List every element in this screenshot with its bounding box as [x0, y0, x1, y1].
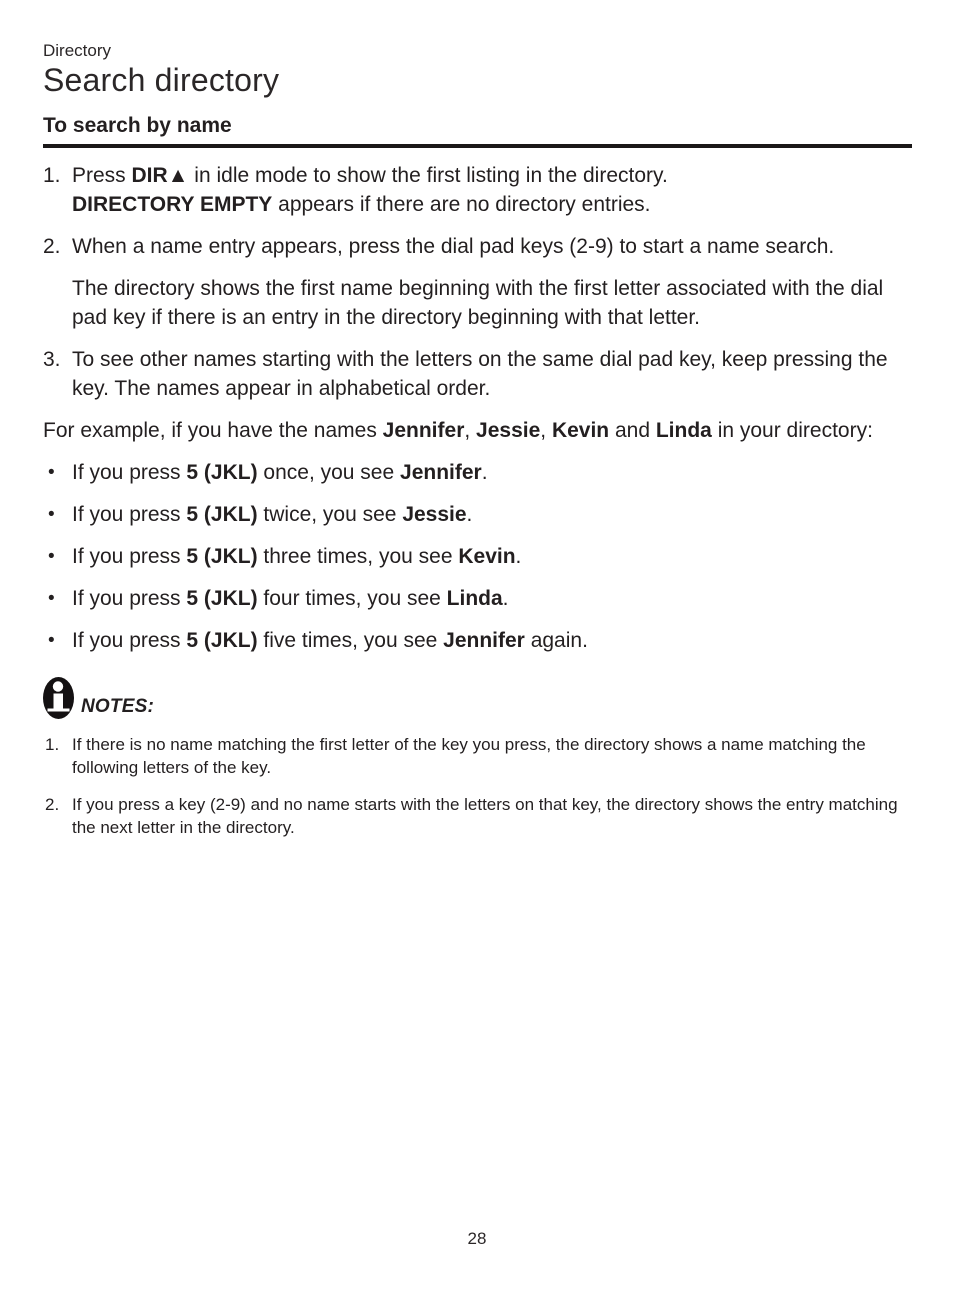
- bullet-dot: •: [48, 630, 55, 651]
- breadcrumb: Directory: [43, 41, 112, 60]
- bullet-item: [43, 542, 912, 571]
- notes-header: [43, 677, 912, 719]
- step-marker: 2.: [43, 235, 61, 258]
- step-item: [43, 232, 912, 332]
- notes-label: NOTES:: [81, 696, 154, 717]
- note-marker: 2.: [45, 795, 60, 814]
- step-marker: 3.: [43, 348, 61, 371]
- note-text: If there is no name matching the first letter of the key you press, the directory shows a name matching the following letters of the key.: [72, 735, 866, 777]
- section-heading: To search by name: [43, 113, 912, 148]
- bullet-dot: •: [48, 504, 55, 525]
- bullet-text: If you press 5 (JKL) once, you see Jennifer.: [72, 461, 488, 484]
- bullet-dot: •: [48, 462, 55, 483]
- note-marker: 1.: [45, 735, 60, 754]
- bullet-text: If you press 5 (JKL) twice, you see Jessie.: [72, 503, 473, 526]
- page-title: Search directory: [43, 62, 280, 98]
- step-body: [72, 161, 912, 219]
- note-item: [43, 793, 912, 839]
- step-paragraph: The directory shows the first name beginning with the first letter associated with the dial pad key if there is an entry in the directory beginning with that letter.: [72, 277, 884, 329]
- steps-list: [43, 161, 912, 403]
- note-text: If you press a key (2-9) and no name starts with the letters on that key, the directory shows the entry matching the next letter in the directory.: [72, 795, 898, 837]
- bullet-text: If you press 5 (JKL) three times, you see Kevin.: [72, 545, 522, 568]
- bullet-dot: •: [48, 546, 55, 567]
- page-content: [43, 40, 912, 839]
- step-item: [43, 345, 912, 403]
- step-paragraph: Press DIR▲ in idle mode to show the first listing in the directory.: [72, 164, 668, 187]
- bullet-item: [43, 626, 912, 655]
- bullet-text: If you press 5 (JKL) five times, you see Jennifer again.: [72, 629, 588, 652]
- info-icon: [43, 677, 74, 719]
- step-marker: 1.: [43, 164, 61, 187]
- notes-section: [43, 677, 912, 839]
- step-body: [72, 232, 912, 332]
- step-item: [43, 161, 912, 219]
- step-body: [72, 345, 912, 403]
- bullet-text: If you press 5 (JKL) four times, you see Linda.: [72, 587, 509, 610]
- step-paragraph: DIRECTORY EMPTY appears if there are no directory entries.: [72, 193, 651, 216]
- bullet-item: [43, 584, 912, 613]
- example-intro: For example, if you have the names Jennifer, Jessie, Kevin and Linda in your directory:: [43, 419, 873, 442]
- bullet-item: [43, 458, 912, 487]
- bullet-list: [43, 458, 912, 655]
- note-item: [43, 733, 912, 779]
- bullet-dot: •: [48, 588, 55, 609]
- step-paragraph: To see other names starting with the letters on the same dial pad key, keep pressing the key. The names appear in alphabetical order.: [72, 348, 888, 400]
- page-number: 28: [467, 1229, 487, 1248]
- bullet-item: [43, 500, 912, 529]
- step-paragraph: When a name entry appears, press the dial pad keys (2-9) to start a name search.: [72, 235, 835, 258]
